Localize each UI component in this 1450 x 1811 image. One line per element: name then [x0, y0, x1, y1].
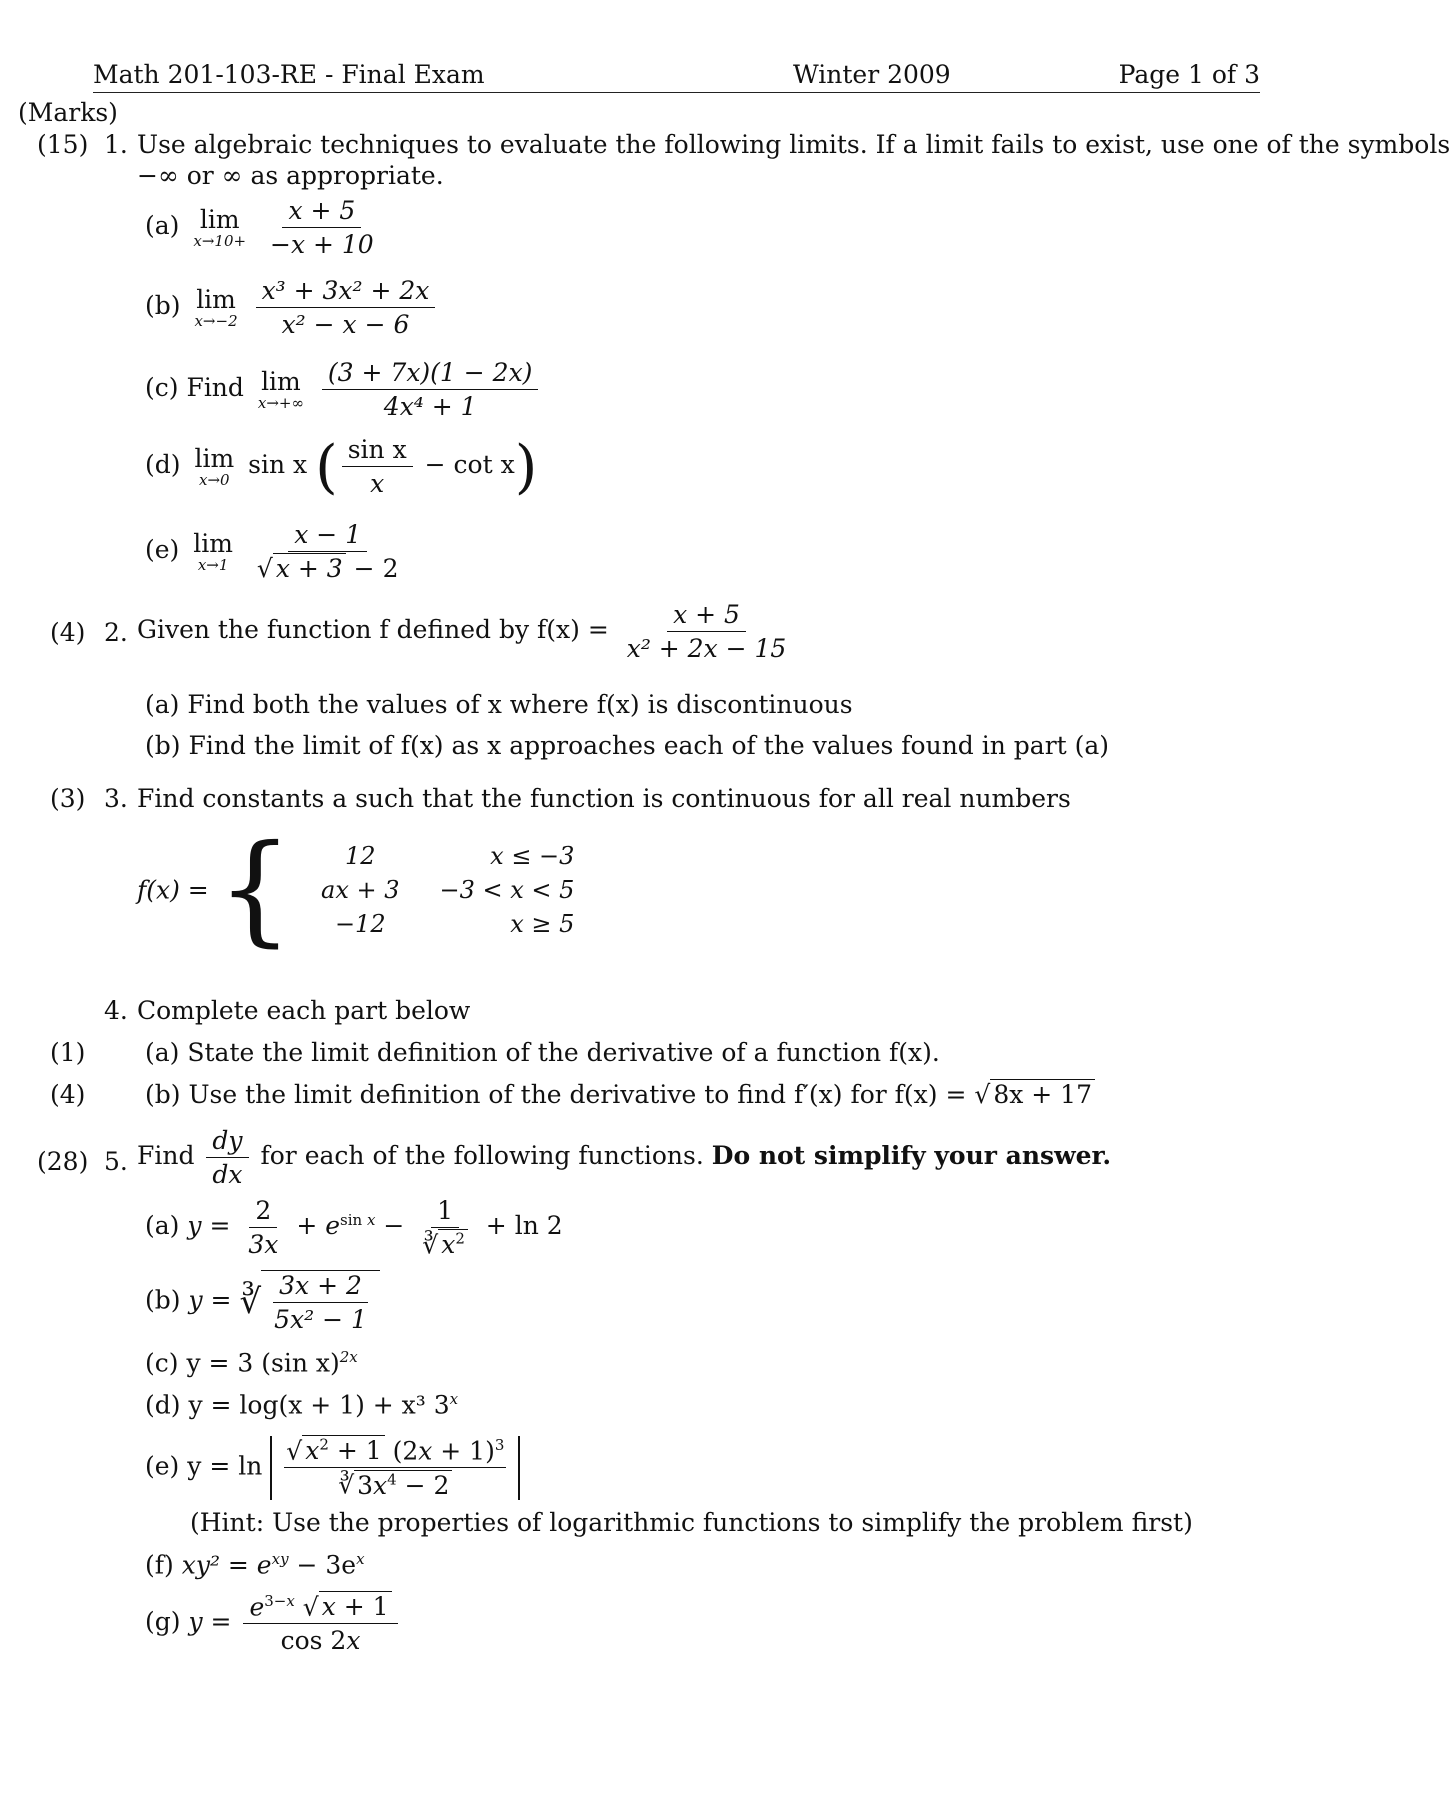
q5-statement: Find $\frac{dy}{dx}$ for each of the following functions. Do not simplify your answer.: [137, 1126, 1112, 1189]
q3-text: Find constants a such that the function is continuous for all real numbers: [137, 784, 1071, 813]
q5-part-a: (a) y = $\frac{2}{3x}$ + $e^{sin x}$ − $\frac{1}{∛ x^2}$ + ln 2: [145, 1196, 563, 1260]
course-title: Math 201-103-RE - Final Exam: [93, 60, 485, 89]
limit-operator: lim x→+∞: [257, 366, 304, 412]
limit-operator: lim x→−2: [194, 284, 238, 330]
q5-marks: (28): [37, 1147, 89, 1176]
q5-part-f: (f) $xy^2 = e^{xy} - 3e^x$: [145, 1550, 365, 1580]
q5-part-g: (g) y = $\frac{e^{3-x} √ x + 1}{\cos 2x}$: [145, 1592, 402, 1655]
q5-hint: (Hint: Use the properties of logarithmic functions to simplify the problem first): [190, 1508, 1193, 1537]
fraction: $\frac{\text{sin x}}{x}$: [342, 435, 413, 498]
q5-number: 5.: [104, 1147, 128, 1176]
q5-part-e: (e) y = ln $\frac{√ x^2 + 1 (2x + 1)^3}{∛ 3x^4 - 2}$: [145, 1436, 520, 1500]
limit-operator: lim x→0: [194, 443, 235, 489]
term-label: Winter 2009: [793, 60, 951, 89]
q5-part-c: (c) y = 3 (sin x)$^{2x}$: [145, 1348, 358, 1378]
q1-part-d: (d) lim x→0 sin x ( $\frac{\text{sin x}}{x}$ − cot x): [145, 432, 538, 501]
fraction: $\frac{(3 + 7x)(1 - 2x)}{\text{4x⁴ + 1}}$: [322, 358, 539, 421]
fraction: $\frac{\text{x³ + 3x² + 2x}}{\text{x² − x − 6}}$: [256, 276, 436, 339]
q4a-marks: (1): [50, 1038, 86, 1067]
fraction: $\frac{x - 1}{√ x + 3 - 2}$: [256, 520, 399, 583]
q2-statement: Given the function f defined by f(x) = $\frac{x + 5}{\text{x² + 2x − 15}}$: [137, 600, 796, 663]
page-header: [93, 58, 1260, 93]
q3-piecewise: f(x) = { 12 x ≤ −3 ax + 3 −3 < x < 5 −12 x ≥ 5: [137, 820, 575, 959]
q1-part-e: (e) lim x→1 $\frac{x - 1}{√ x + 3 - 2}$: [145, 520, 408, 583]
q1-part-c: (c) Find lim x→+∞ $\frac{(3 + 7x)(1 - 2x)}{\text{4x⁴ + 1}}$: [145, 358, 542, 421]
q1-text-line1: Use algebraic techniques to evaluate the following limits. If a limit fails to exist, use one of the symbols: [137, 130, 1450, 159]
marks-heading: (Marks): [18, 98, 118, 127]
q3-marks: (3): [50, 784, 86, 813]
q2-part-a: (a) Find both the values of x where f(x) is discontinuous: [145, 690, 853, 719]
q1-number: 1.: [104, 130, 128, 159]
q1-marks: (15): [37, 130, 89, 159]
derivative-fraction: $\frac{dy}{dx}$: [206, 1126, 248, 1189]
q4-number: 4.: [104, 996, 128, 1025]
limit-operator: lim x→1: [193, 528, 233, 574]
q5-part-d: (d) y = log(x + 1) + x³ 3$^x$: [145, 1390, 459, 1420]
fraction: $\frac{x + 5}{-x + 10}$: [270, 196, 374, 259]
page-number: Page 1 of 3: [1118, 60, 1260, 89]
q1-part-a: (a) lim x→10+ $\frac{x + 5}{-x + 10}$: [145, 196, 384, 259]
q2-number: 2.: [104, 618, 128, 647]
limit-operator: lim x→10+: [193, 204, 247, 250]
q4-part-b: (b) Use the limit definition of the derivative to find f′(x) for f(x) = √ 8x + 17: [145, 1080, 1095, 1109]
q5-part-b: (b) y = ∛ $\frac{3x + 2}{\text{5x² − 1}}$: [145, 1270, 380, 1334]
q1-text-line2: −∞ or ∞ as appropriate.: [137, 161, 444, 190]
q2-marks: (4): [50, 618, 86, 647]
q2-part-b: (b) Find the limit of f(x) as x approaches each of the values found in part (a): [145, 731, 1110, 760]
q3-number: 3.: [104, 784, 128, 813]
q4-part-a: (a) State the limit definition of the derivative of a function f(x).: [145, 1038, 940, 1067]
q1-part-b: (b) lim x→−2 $\frac{\text{x³ + 3x² + 2x}}{\text{x² − x − 6}}$: [145, 276, 439, 339]
fraction: $\frac{x + 5}{\text{x² + 2x − 15}}$: [626, 600, 787, 663]
q4-text: Complete each part below: [137, 996, 471, 1025]
q4b-marks: (4): [50, 1080, 86, 1109]
